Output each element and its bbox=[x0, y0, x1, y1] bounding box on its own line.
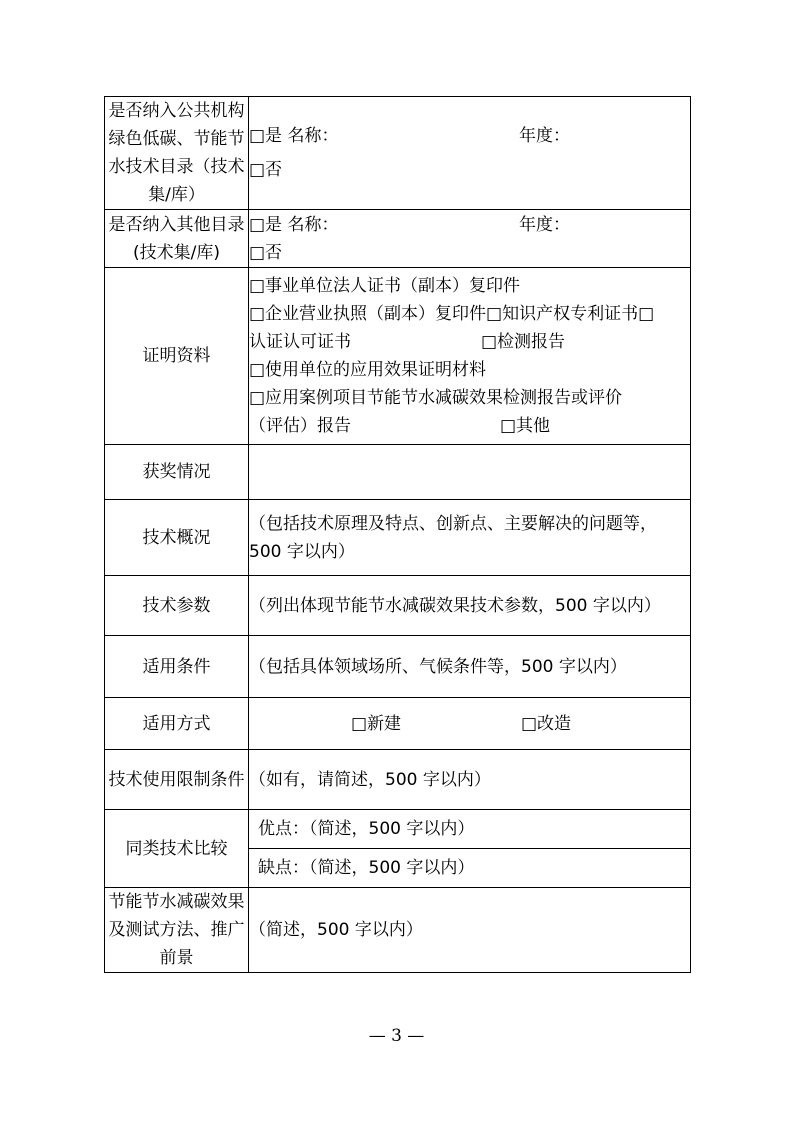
value-conditions[interactable] bbox=[249, 636, 691, 698]
content-public-catalog bbox=[249, 97, 691, 210]
content-proof bbox=[249, 268, 691, 445]
label-overview: 技术概况 bbox=[105, 500, 249, 576]
value-compare bbox=[249, 810, 691, 888]
row-awards bbox=[105, 445, 691, 500]
page-number: — 3 — bbox=[368, 1026, 425, 1046]
row-other-catalog bbox=[105, 210, 691, 268]
label-conditions: 适用条件 bbox=[105, 636, 249, 698]
label-other-catalog: 是否纳入其他目录(技术集/库) bbox=[105, 210, 249, 268]
year-field[interactable]: 年度： bbox=[519, 126, 570, 146]
overview-line: 500 字以内） bbox=[249, 541, 355, 562]
label-public-catalog: 是否纳入公共机构绿色低碳、节能节水技术目录（技术集/库） bbox=[105, 97, 249, 210]
row-public-catalog bbox=[105, 97, 691, 210]
row-conditions bbox=[105, 636, 691, 698]
value-awards[interactable] bbox=[249, 445, 691, 500]
label-mode: 适用方式 bbox=[105, 698, 249, 750]
value-params[interactable] bbox=[249, 576, 691, 636]
overview-line: （包括技术原理及特点、创新点、主要解决的问题等， bbox=[249, 513, 657, 534]
label-proof: 证明资料 bbox=[105, 268, 249, 445]
row-overview bbox=[105, 500, 691, 576]
checkbox-yes-name[interactable]: □是 名称： bbox=[249, 214, 339, 235]
label-awards: 获奖情况 bbox=[105, 445, 249, 500]
row-params bbox=[105, 576, 691, 636]
row-proof bbox=[105, 268, 691, 445]
year-field[interactable]: 年度： bbox=[519, 214, 570, 235]
checkbox-retrofit[interactable]: □改造 bbox=[521, 713, 572, 734]
value-mode bbox=[249, 698, 691, 750]
label-effect: 节能节水减碳效果及测试方法、推广前景 bbox=[105, 888, 249, 973]
label-limits: 技术使用限制条件 bbox=[105, 750, 249, 810]
label-params: 技术参数 bbox=[105, 576, 249, 636]
limits-text: （如有，请简述，500 字以内） bbox=[249, 769, 491, 790]
proof-option[interactable]: □其他 bbox=[500, 416, 551, 436]
checkbox-no[interactable]: □否 bbox=[249, 242, 283, 263]
checkbox-yes-name[interactable]: □是 名称： bbox=[249, 126, 339, 146]
proof-line[interactable]: □事业单位法人证书（副本）复印件 bbox=[249, 276, 521, 296]
value-overview[interactable] bbox=[249, 500, 691, 576]
value-limits[interactable] bbox=[249, 750, 691, 810]
label-compare: 同类技术比较 bbox=[105, 810, 249, 888]
content-other-catalog bbox=[249, 210, 691, 268]
params-text: （列出体现节能节水减碳效果技术参数，500 字以内） bbox=[249, 595, 661, 616]
checkbox-new[interactable]: □新建 bbox=[351, 713, 402, 734]
proof-option: （评估）报告 bbox=[249, 416, 351, 436]
row-compare bbox=[105, 810, 691, 888]
pros-field[interactable]: 优点：（简述，500 字以内） bbox=[249, 810, 690, 849]
proof-line[interactable]: □企业营业执照（副本）复印件□知识产权专利证书□ bbox=[249, 304, 655, 324]
proof-line[interactable]: □应用案例项目节能节水减碳效果检测报告或评价 bbox=[249, 388, 623, 408]
value-effect[interactable] bbox=[249, 888, 691, 973]
checkbox-no[interactable]: □否 bbox=[249, 160, 283, 180]
effect-text: （简述，500 字以内） bbox=[249, 920, 423, 940]
row-mode bbox=[105, 698, 691, 750]
conditions-text: （包括具体领域场所、气候条件等，500 字以内） bbox=[249, 656, 627, 677]
row-effect bbox=[105, 888, 691, 973]
row-limits bbox=[105, 750, 691, 810]
proof-option: 认证认可证书 bbox=[249, 332, 351, 352]
proof-line[interactable]: □使用单位的应用效果证明材料 bbox=[249, 360, 487, 380]
cons-field[interactable]: 缺点：（简述，500 字以内） bbox=[258, 858, 475, 878]
technology-info-form bbox=[104, 96, 691, 973]
proof-option[interactable]: □检测报告 bbox=[481, 332, 566, 352]
